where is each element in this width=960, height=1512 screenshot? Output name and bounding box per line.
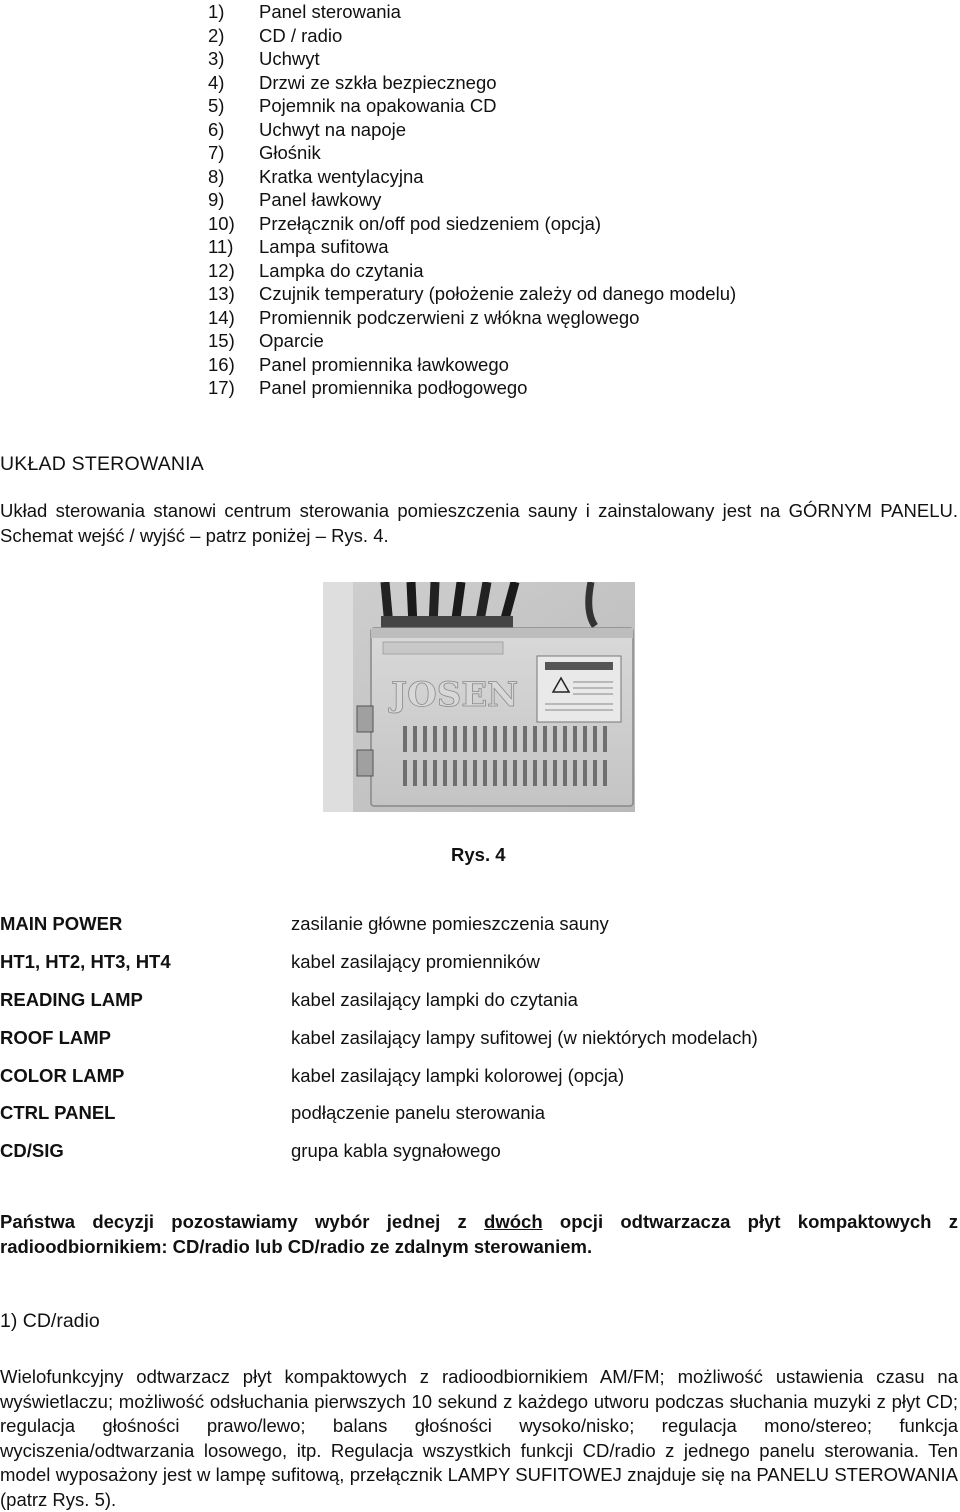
connection-desc: kabel zasilający promienników: [291, 951, 540, 972]
choice-text-part1: Państwa decyzji pozostawiamy wybór jednej z: [0, 1211, 485, 1232]
list-item-text: Przełącznik on/off pod siedzeniem (opcja): [259, 212, 602, 234]
list-item-number: 15): [208, 330, 235, 351]
list-item-text: Pojemnik na opakowania CD: [259, 95, 497, 116]
control-box-photo: [323, 582, 635, 812]
list-item-number: 8): [208, 165, 225, 187]
list-item-number: 13): [208, 283, 235, 304]
list-item-text: Oparcie: [259, 330, 324, 351]
connection-term: CD/SIG: [0, 1140, 64, 1161]
list-item-text: Lampka do czytania: [259, 259, 424, 281]
list-item-number: 5): [208, 95, 225, 116]
list-item-text: Panel sterowania: [259, 1, 401, 22]
list-item-number: 3): [208, 48, 225, 69]
connection-desc: podłączenie panelu sterowania: [291, 1102, 546, 1123]
list-item-number: 7): [208, 142, 225, 163]
connection-term: ROOF LAMP: [0, 1027, 111, 1048]
connection-term: COLOR LAMP: [0, 1065, 125, 1086]
section-heading-control: UKŁAD STEROWANIA: [0, 453, 205, 475]
list-item-number: 9): [208, 189, 225, 210]
list-item-number: 4): [208, 71, 225, 93]
connection-term: HT1, HT2, HT3, HT4: [0, 951, 171, 972]
list-item-number: 1): [208, 1, 225, 22]
list-item-number: 2): [208, 24, 225, 46]
list-item-number: 11): [208, 236, 234, 257]
list-item-text: Drzwi ze szkła bezpiecznego: [259, 71, 497, 93]
connection-desc: kabel zasilający lampki do czytania: [291, 989, 578, 1010]
list-item-number: 17): [208, 377, 235, 398]
list-item-text: Panel promiennika podłogowego: [259, 377, 528, 398]
list-item-text: Lampa sufitowa: [259, 236, 389, 257]
cd-radio-paragraph: Wielofunkcyjny odtwarzacz płyt kompaktowych z radioodbiornikiem AM/FM; możliwość ustawienia czasu na wyświetlaczu; możliwość odsłuchania pierwszych 10 sekund z każdego utworu podczas słuchania muzyki z płyt CD; regulacja głośności prawo/lewo; balans głośności wysoko/nisko; regulacja mono/stereo; funkcja wyciszenia/odtwarzania losowego, itp. Regulacja wszystkich funkcji CD/radio z jednego panelu sterowania. Ten model wyposażony jest w lampę sufitową, przełącznik LAMPY SUFITOWEJ znajduje się na PANELU STEROWANIA (patrz Rys. 5).: [0, 1366, 958, 1510]
list-item-text: Panel ławkowy: [259, 189, 382, 210]
choice-text-part2: opcji odtwarzacza płyt kompaktowych z radioodbiornikiem: CD/radio lub CD/radio ze zdalnym sterowaniem.: [0, 1211, 958, 1257]
section-heading-cd-radio: 1) CD/radio: [0, 1310, 100, 1332]
connection-desc: zasilanie główne pomieszczenia sauny: [291, 913, 609, 934]
list-item-number: 16): [208, 353, 235, 375]
connection-term: READING LAMP: [0, 989, 143, 1010]
list-item-number: 12): [208, 259, 235, 281]
list-item-text: Panel promiennika ławkowego: [259, 353, 509, 375]
connection-term: MAIN POWER: [0, 913, 123, 934]
list-item-text: Uchwyt na napoje: [259, 118, 407, 140]
choice-paragraph: [0, 1209, 958, 1259]
control-paragraph: Układ sterowania stanowi centrum sterowania pomieszczenia sauny i zainstalowany jest na GÓRNYM PANELU. Schemat wejść / wyjść – patrz poniżej – Rys. 4.: [0, 500, 958, 546]
connection-desc: grupa kabla sygnałowego: [291, 1140, 501, 1161]
connection-term: CTRL PANEL: [0, 1102, 116, 1123]
list-item-text: Uchwyt: [259, 48, 320, 69]
connection-desc: kabel zasilający lampki kolorowej (opcja): [291, 1065, 625, 1086]
choice-underlined-word: dwóch: [484, 1211, 543, 1232]
brand-logo-text: JOSEN: [391, 675, 519, 715]
list-item-number: 14): [208, 306, 235, 328]
list-item-text: CD / radio: [259, 24, 343, 46]
list-item-number: 10): [208, 212, 235, 234]
list-item-text: Czujnik temperatury (położenie zależy od danego modelu): [259, 283, 737, 304]
list-item-text: Głośnik: [259, 142, 321, 163]
list-item-text: Promiennik podczerwieni z włókna węglowego: [259, 306, 640, 328]
list-item-number: 6): [208, 118, 225, 140]
figure-caption: Rys. 4: [451, 844, 506, 865]
list-item-text: Kratka wentylacyjna: [259, 165, 424, 187]
connection-desc: kabel zasilający lampy sufitowej (w niektórych modelach): [291, 1027, 758, 1048]
